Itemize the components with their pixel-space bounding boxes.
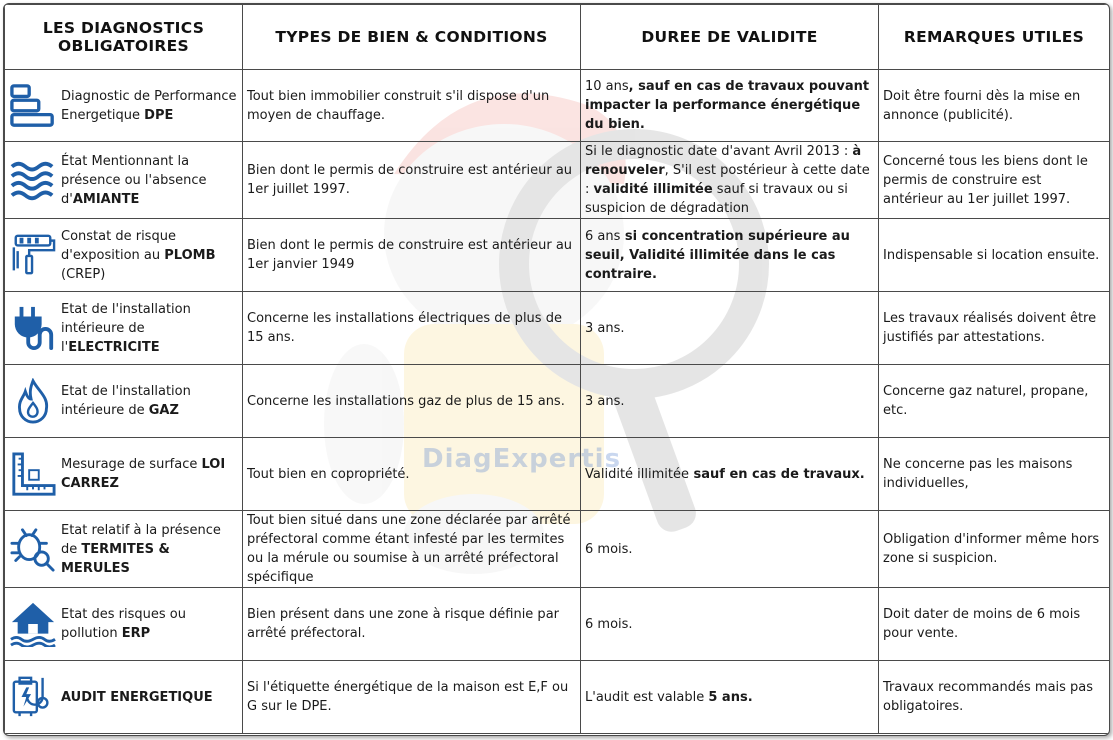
remarks-cell: Indispensable si location ensuite. xyxy=(879,219,1110,292)
validity-text-part: , sauf en cas de travaux pouvant impacter la performance énergétique du bien. xyxy=(585,79,870,132)
diagnostic-label xyxy=(61,605,242,643)
remarks-cell: Les travaux réalisés doivent être justifiés par attestations. xyxy=(879,292,1110,365)
diagnostic-label-text: Constat de risque d'exposition au xyxy=(61,228,176,263)
header-validity: DUREE DE VALIDITE xyxy=(581,5,879,70)
amiante-waves-icon xyxy=(5,157,61,203)
diagnostic-cell xyxy=(5,588,243,661)
diagnostic-cell xyxy=(5,142,243,219)
validity-text-part: Si le diagnostic date d'avant Avril 2013 : xyxy=(585,144,853,159)
diagnostic-name: AMIANTE xyxy=(72,191,140,207)
table-row xyxy=(5,511,1110,588)
diagnostic-name: PLOMB xyxy=(164,247,216,263)
diagnostic-label xyxy=(61,300,242,357)
plomb-paint-roller-icon xyxy=(5,232,61,278)
table-row xyxy=(5,292,1110,365)
validity-cell xyxy=(581,142,879,219)
diagnostic-label-text: Etat de l'installation intérieure de l' xyxy=(61,301,191,355)
diagnostic-label-text: Diagnostic de Performance Energetique xyxy=(61,88,237,123)
validity-text-part: 3 ans. xyxy=(585,320,625,336)
types-cell: Bien dont le permis de construire est antérieur au 1er janvier 1949 xyxy=(243,219,581,292)
diagnostic-label xyxy=(61,521,242,578)
diagnostic-label-text: Etat des risques ou pollution xyxy=(61,607,186,641)
diagnostic-label xyxy=(61,688,217,707)
validity-text-part: 10 ans xyxy=(585,79,629,94)
diagnostic-label-text: État Mentionnant la présence ou l'absence d' xyxy=(61,153,207,207)
diagnostic-name: GAZ xyxy=(148,403,179,418)
validity-cell xyxy=(581,588,879,661)
table-row xyxy=(5,438,1110,511)
validity-cell xyxy=(581,661,879,734)
validity-text-part: sauf en cas de travaux. xyxy=(688,466,865,482)
validity-text-part: 5 ans. xyxy=(708,689,753,705)
ruler-square-icon xyxy=(5,451,61,497)
diagnostic-name: ELECTRICITE xyxy=(68,339,160,355)
validity-text-part: validité illimitée xyxy=(593,182,713,197)
types-cell: Bien présent dans une zone à risque définie par arrêté préfectoral. xyxy=(243,588,581,661)
table-row xyxy=(5,219,1110,292)
remarks-cell: Travaux recommandés mais pas obligatoires. xyxy=(879,661,1110,734)
remarks-cell: Ne concerne pas les maisons individuelles, xyxy=(879,438,1110,511)
electric-plug-icon xyxy=(5,305,61,351)
table-row xyxy=(5,142,1110,219)
watermark-text: DiagExpertis xyxy=(422,444,622,474)
diagnostic-cell xyxy=(5,219,243,292)
validity-text-part: Validité illimitée xyxy=(585,466,689,482)
validity-text-part: L'audit est valable xyxy=(585,689,709,705)
table-row xyxy=(5,70,1110,142)
diagnostic-name: AUDIT ENERGETIQUE xyxy=(61,689,213,705)
remarks-cell: Doit être fourni dès la mise en annonce (publicité). xyxy=(879,70,1110,142)
validity-text-part: 6 ans xyxy=(585,228,621,244)
remarks-cell: Doit dater de moins de 6 mois pour vente. xyxy=(879,588,1110,661)
validity-cell xyxy=(581,219,879,292)
types-cell: Concerne les installations électriques de plus de 15 ans. xyxy=(243,292,581,365)
validity-cell xyxy=(581,365,879,438)
diagnostic-cell xyxy=(5,661,243,734)
validity-text-part: si concentration supérieure au seuil, Validité illimitée dans le cas contraire. xyxy=(585,228,850,282)
dpe-bars-icon xyxy=(5,83,61,129)
diagnostic-label-text: Mesurage de surface xyxy=(61,457,202,472)
types-cell: Bien dont le permis de construire est antérieur au 1er juillet 1997. xyxy=(243,142,581,219)
types-cell: Si l'étiquette énergétique de la maison est E,F ou G sur le DPE. xyxy=(243,661,581,734)
diagnostics-table xyxy=(4,4,1110,734)
diagnostic-label-text: Etat de l'installation intérieure de xyxy=(61,384,191,418)
types-cell: Tout bien immobilier construit s'il dispose d'un moyen de chauffage. xyxy=(243,70,581,142)
table-row xyxy=(5,588,1110,661)
table-row xyxy=(5,365,1110,438)
diagnostic-cell xyxy=(5,438,243,511)
diagnostic-name: LOI CARREZ xyxy=(61,457,226,491)
diagnostic-cell xyxy=(5,365,243,438)
header-remarks: REMARQUES UTILES xyxy=(879,5,1110,70)
validity-text-part: , S'il est postérieur à cette date : xyxy=(585,163,870,197)
header-types: TYPES DE BIEN & CONDITIONS xyxy=(243,5,581,70)
termite-bug-search-icon xyxy=(5,526,61,572)
types-cell: Tout bien situé dans une zone déclarée par arrêté préfectoral comme étant infesté par les termites ou la mérule ou soumise à un arrêté préfectoral spécifique xyxy=(243,511,581,588)
diagnostics-table-frame xyxy=(3,3,1110,736)
house-flood-icon xyxy=(5,601,61,647)
diagnostic-name: TERMITES & MERULES xyxy=(61,541,170,576)
types-cell: Concerne les installations gaz de plus de 15 ans. xyxy=(243,365,581,438)
diagnostic-label xyxy=(61,382,242,420)
remarks-cell: Concerne gaz naturel, propane, etc. xyxy=(879,365,1110,438)
validity-cell xyxy=(581,292,879,365)
audit-energy-icon xyxy=(5,674,61,720)
validity-cell xyxy=(581,70,879,142)
diagnostic-name: DPE xyxy=(144,107,174,123)
validity-cell xyxy=(581,438,879,511)
diagnostic-label xyxy=(61,152,242,209)
validity-text-part: à renouveler xyxy=(585,144,862,178)
diagnostic-name: ERP xyxy=(121,626,151,641)
diagnostic-cell xyxy=(5,70,243,142)
diagnostic-cell xyxy=(5,511,243,588)
remarks-cell: Concerné tous les biens dont le permis de construire est antérieur au 1er juillet 1997. xyxy=(879,142,1110,219)
validity-text-part: 6 mois. xyxy=(585,541,633,557)
diagnostic-label xyxy=(61,87,242,125)
validity-text-part: sauf si travaux ou si suspicion de dégradation xyxy=(585,182,848,216)
validity-text-part: 6 mois. xyxy=(585,616,633,632)
table-row xyxy=(5,661,1110,734)
types-cell: Tout bien en copropriété. xyxy=(243,438,581,511)
diagnostic-label-text: Etat relatif à la présence de xyxy=(61,522,221,557)
remarks-cell: Obligation d'informer même hors zone si suspicion. xyxy=(879,511,1110,588)
diagnostic-cell xyxy=(5,292,243,365)
diagnostic-label-text: (CREP) xyxy=(61,266,106,282)
validity-cell xyxy=(581,511,879,588)
header-row xyxy=(5,5,1110,70)
diagnostic-label xyxy=(61,455,242,493)
header-diagnostics: LES DIAGNOSTICS OBLIGATOIRES xyxy=(5,5,243,70)
validity-text-part: 3 ans. xyxy=(585,393,625,409)
diagnostic-label xyxy=(61,227,242,284)
gas-flame-icon xyxy=(5,378,61,424)
